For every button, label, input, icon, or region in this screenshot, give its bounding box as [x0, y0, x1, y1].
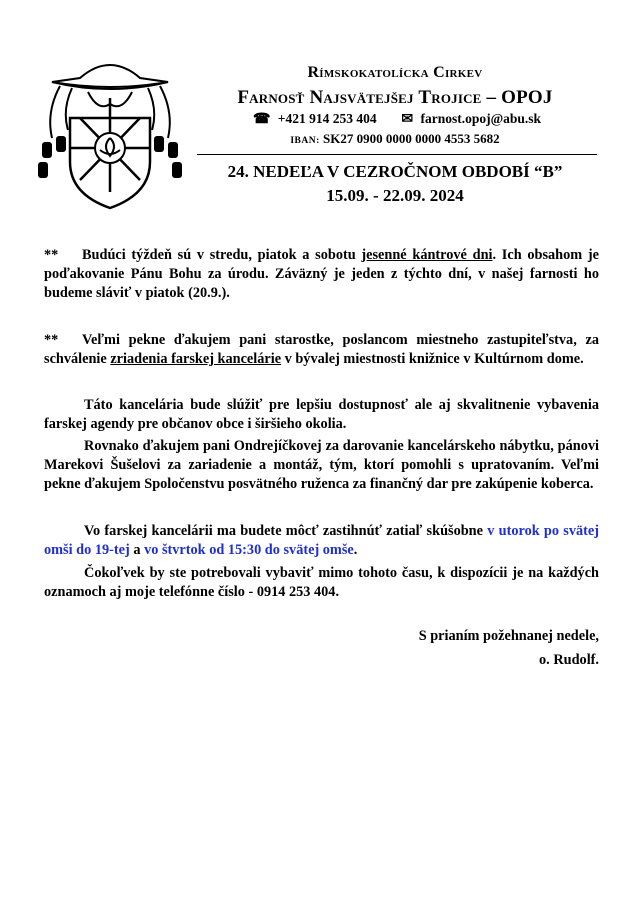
iban-value: SK27 0900 0000 0000 4553 5682	[323, 131, 500, 146]
office-hours-thursday: vo štvrtok od 15:30 do svätej omše	[144, 542, 354, 559]
phone-number: +421 914 253 404	[277, 111, 377, 126]
sunday-title: 24. NEDEĽA V CEZROČNOM OBDOBÍ “B”	[227, 162, 563, 181]
office-hours-tuesday: v utorok po svätej omši do 19-tej	[44, 523, 600, 559]
contact-line	[195, 111, 595, 128]
date-range: 15.09. - 22.09. 2024	[326, 186, 464, 205]
signature-name: o. Rudolf.	[539, 652, 599, 668]
bullet-marker: **	[44, 247, 59, 263]
announcement-2: ** Veľmi pekne ďakujem pani starostke, poslancom miestneho zastupiteľstva, za schválenie zriadenia farskej kancelárie v bývalej miestnosti knižnice v Kultúrnom dome.	[44, 332, 599, 368]
iban-line	[195, 131, 595, 147]
iban-label: IBAN:	[290, 136, 320, 146]
header-divider	[197, 154, 597, 155]
paragraph-thanks: Rovnako ďakujem pani Ondrejíčkovej za darovanie kancelárskeho nábytku, pánovi Marekovi Šušelovi za zariadenie a montáž, tým, ktorí pomohli s upratovaním. Veľmi pekne ďakujem Spoločenstvu posvätného ruženca za finančný dar pre zakúpenie koberca.	[44, 438, 599, 493]
underlined-phrase: jesenné kántrové dni	[361, 247, 493, 263]
phone-icon: ☎	[252, 112, 271, 127]
church-name: Rímskokatolícka Cirkev	[307, 64, 483, 81]
email-address: farnost.opoj@abu.sk	[420, 111, 542, 126]
envelope-icon: ✉	[401, 112, 414, 127]
underlined-phrase: zriadenia farskej kancelárie	[110, 351, 282, 368]
parish-name: Farnosť Najsvätejšej Trojice – OPOJ	[237, 87, 553, 108]
paragraph-office-hours: Vo farskej kancelárii ma budete môcť zastihnúť zatiaľ skúšobne v utorok po svätej omši do 19-tej a vo štvrtok od 15:30 do svätej omše.	[44, 523, 600, 559]
paragraph-contact: Čokoľvek by ste potrebovali vybaviť mimo tohoto času, k dispozícii je na každých oznamoch aj moje telefónne číslo - 0914 253 404.	[44, 565, 599, 601]
coat-of-arms	[28, 52, 193, 212]
bullet-marker: **	[44, 332, 59, 348]
signature-greeting: S prianím požehnanej nedele,	[418, 628, 599, 644]
paragraph-office-purpose: Táto kancelária bude slúžiť pre lepšiu dostupnosť ale aj skvalitnenie vybavenia farskej agendy pre občanov obce i širšieho okolia.	[44, 397, 599, 433]
announcement-1: ** Budúci týždeň sú v stredu, piatok a sobotu jesenné kántrové dni. Ich obsahom je poďakovanie Pánu Bohu za úrodu. Záväzný je jeden z týchto dní, v našej farnosti ho budeme sláviť v piatok (20.9.).	[44, 247, 599, 302]
